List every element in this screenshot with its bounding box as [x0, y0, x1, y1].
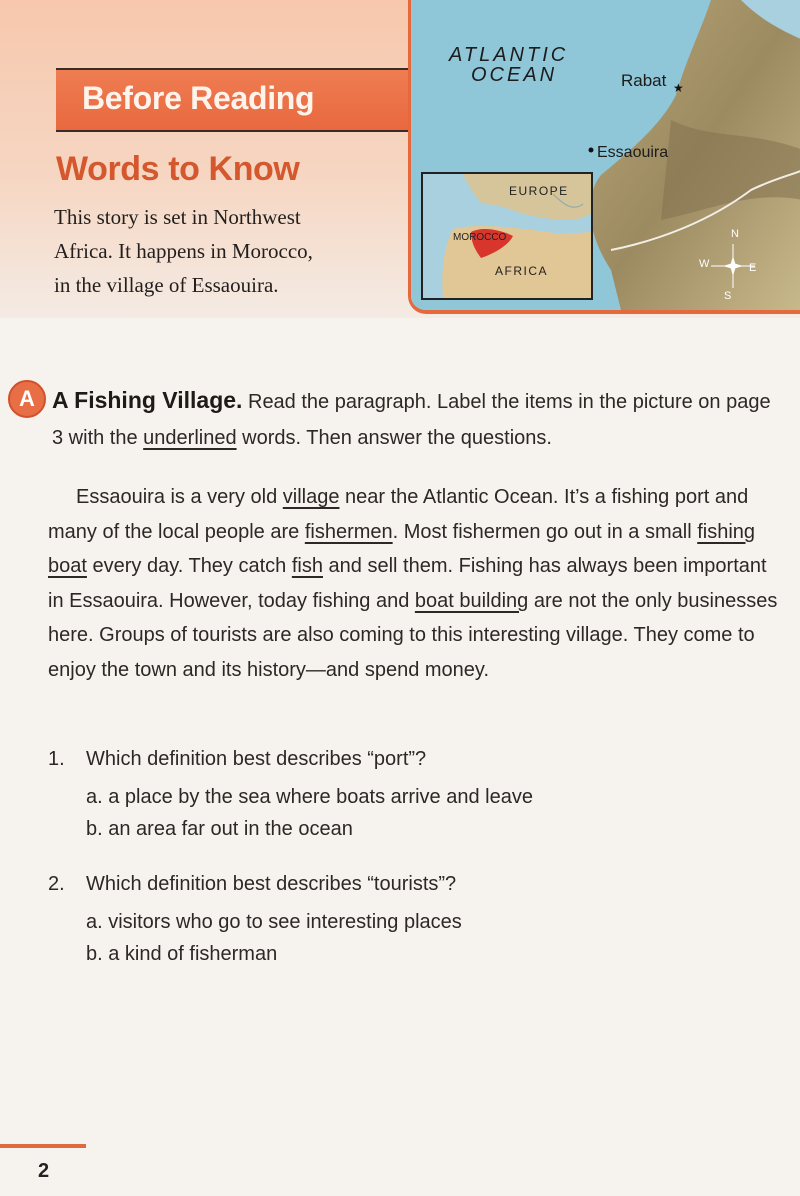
words-to-know-heading: Words to Know — [56, 150, 300, 188]
compass-south: S — [724, 290, 732, 302]
intro-text — [54, 200, 394, 302]
paragraph-text: near the Atlantic Ocean. It’s a fishing port and many of the local people are — [48, 486, 749, 543]
page-number: 2 — [38, 1160, 50, 1182]
answer-option: a. a place by the sea where boats arrive and leave — [86, 786, 533, 808]
inset-label-africa: AFRICA — [495, 264, 549, 278]
paragraph-text: are not the only businesses here. Groups of tourists are also coming to this interesting village. They come to enjoy the town and its history—and spend money. — [48, 589, 778, 681]
compass-north: N — [731, 228, 739, 240]
instruction-text: Read the paragraph. Label the items in the picture on page 3 with the — [52, 391, 771, 449]
answer-option: b. a kind of fisherman — [86, 943, 278, 965]
vocabulary-word: boat building — [414, 589, 529, 612]
paragraph-text: . Most fishermen go out in a small — [392, 520, 698, 543]
footer-rule — [0, 1144, 86, 1148]
section-badge: A — [8, 380, 46, 418]
underlined-keyword: underlined — [143, 427, 237, 449]
answer-option: b. an area far out in the ocean — [86, 818, 353, 840]
question-text: Which definition best describes “tourists”? — [86, 873, 457, 895]
intro-line: in the village of Essaouira. — [54, 273, 279, 297]
ocean-label: ATLANTIC — [449, 44, 569, 66]
compass-east: E — [749, 262, 757, 274]
compass-west: W — [699, 258, 710, 270]
reading-paragraph — [48, 480, 778, 687]
paragraph-text: every day. They catch — [86, 555, 292, 577]
question-number: 1. — [48, 748, 65, 770]
inset-label-europe: EUROPE — [509, 184, 569, 198]
paragraph-text: and sell them. Fishing has always been important in Essaouira. However, today fishing and — [48, 555, 767, 612]
answer-option: a. visitors who go to see interesting places — [86, 911, 462, 933]
instruction-text: words. Then answer the questions. — [236, 427, 552, 449]
ocean-label: OCEAN — [471, 64, 558, 86]
vocabulary-word: fish — [291, 555, 323, 577]
paragraph-text: Essaouira is a very old — [76, 486, 283, 508]
question-number: 2. — [48, 873, 65, 895]
question-text: Which definition best describes “port”? — [86, 748, 427, 770]
inset-label-morocco: MOROCCO — [453, 232, 507, 243]
vocabulary-word: village — [282, 486, 340, 508]
city-label-rabat: Rabat — [621, 71, 667, 90]
inset-map — [421, 172, 593, 300]
intro-line: This story is set in Northwest — [54, 205, 301, 229]
intro-line: Africa. It happens in Morocco, — [54, 239, 313, 263]
city-label-essaouira: Essaouira — [597, 144, 669, 161]
section-title: A Fishing Village. — [52, 387, 243, 413]
vocabulary-word: fishing boat — [48, 520, 756, 577]
morocco-map — [408, 0, 800, 314]
question — [48, 748, 748, 771]
vocabulary-word: fishermen — [304, 520, 393, 543]
before-reading-banner — [56, 70, 410, 130]
question — [48, 873, 748, 896]
section-instructions — [52, 382, 782, 456]
banner-title: Before Reading — [82, 80, 315, 116]
svg-text:★: ★ — [673, 81, 684, 95]
